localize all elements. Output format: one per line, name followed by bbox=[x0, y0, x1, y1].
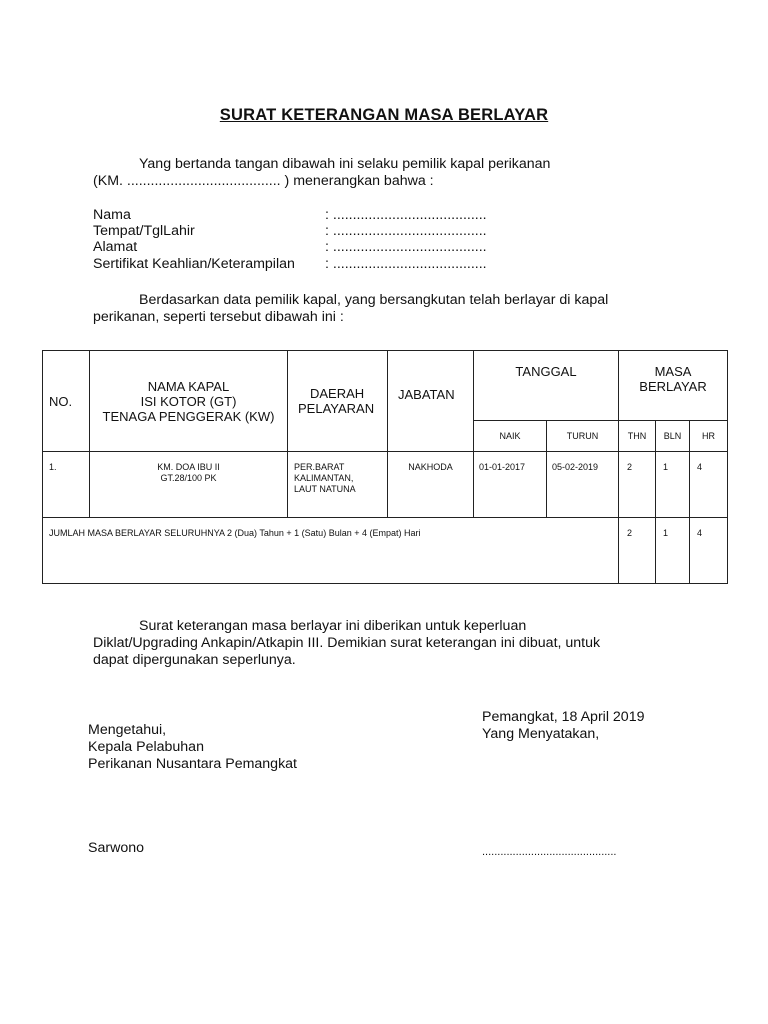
header-masa-line-2: BERLAYAR bbox=[639, 379, 707, 394]
document-title: SURAT KETERANGAN MASA BERLAYAR bbox=[219, 106, 549, 124]
left-signatory-name: Sarwono bbox=[88, 840, 144, 856]
header-nama-kapal-line-3: TENAGA PENGGERAK (KW) bbox=[102, 408, 275, 424]
table-header-row-1 bbox=[43, 351, 728, 421]
field-label-tempat-tgl-lahir: Tempat/TglLahir bbox=[93, 223, 195, 239]
second-paragraph bbox=[93, 292, 675, 326]
para3-line-2: Diklat/Upgrading Ankapin/Atkapin III. Demikian surat keterangan ini dibuat, untuk bbox=[93, 635, 601, 651]
header-turun: TURUN bbox=[547, 421, 619, 452]
signing-place-date: Pemangkat, 18 April 2019 bbox=[482, 709, 645, 725]
para3-line-1: Surat keterangan masa berlayar ini diberikan untuk keperluan bbox=[139, 618, 527, 634]
row-daerah bbox=[288, 452, 388, 518]
total-label: JUMLAH MASA BERLAYAR SELURUHNYA 2 (Dua) Tahun + 1 (Satu) Bulan + 4 (Empat) Hari bbox=[43, 518, 619, 584]
total-hr: 4 bbox=[690, 518, 728, 584]
row-thn: 2 bbox=[619, 452, 656, 518]
para3-line-3: dapat dipergunakan seperlunya. bbox=[93, 652, 296, 668]
sailing-record-table bbox=[42, 350, 728, 584]
header-nama-kapal bbox=[90, 351, 288, 452]
field-value-alamat: : ....................................... bbox=[325, 239, 487, 255]
para2-line-2: perikanan, seperti tersebut dibawah ini : bbox=[93, 309, 344, 325]
header-hr: HR bbox=[690, 421, 728, 452]
para2-line-1: Berdasarkan data pemilik kapal, yang bersangkutan telah berlayar di kapal bbox=[139, 292, 609, 308]
header-bln: BLN bbox=[656, 421, 690, 452]
total-thn: 2 bbox=[619, 518, 656, 584]
header-jabatan: JABATAN bbox=[388, 351, 474, 452]
row-daerah-line-1: PER.BARAT bbox=[294, 462, 345, 472]
header-thn: THN bbox=[619, 421, 656, 452]
header-masa-line-1: MASA bbox=[654, 364, 692, 379]
intro-line-2: (KM. ....................................... ) menerangkan bahwa : bbox=[93, 173, 434, 189]
right-signatory-dots: ............................................ bbox=[482, 846, 617, 858]
intro-line-1: Yang bertanda tangan dibawah ini selaku pemilik kapal perikanan bbox=[139, 156, 551, 172]
header-tanggal: TANGGAL bbox=[474, 351, 619, 421]
header-masa-berlayar bbox=[619, 351, 728, 421]
row-daerah-line-3: LAUT NATUNA bbox=[294, 484, 356, 494]
row-daerah-line-2: KALIMANTAN, bbox=[294, 473, 354, 483]
header-no: NO. bbox=[43, 351, 90, 452]
row-kapal-line-2: GT.28/100 PK bbox=[160, 473, 217, 483]
field-value-nama: : ....................................... bbox=[325, 207, 487, 223]
official-title-line-1: Kepala Pelabuhan bbox=[88, 739, 204, 755]
header-naik: NAIK bbox=[474, 421, 547, 452]
row-jabatan: NAKHODA bbox=[388, 452, 474, 518]
official-title-line-2: Perikanan Nusantara Pemangkat bbox=[88, 756, 297, 772]
row-no: 1. bbox=[43, 452, 90, 518]
field-value-tempat-tgl-lahir: : ....................................... bbox=[325, 223, 487, 239]
field-label-sertifikat: Sertifikat Keahlian/Keterampilan bbox=[93, 256, 295, 272]
row-naik: 01-01-2017 bbox=[474, 452, 547, 518]
header-daerah-pelayaran bbox=[288, 351, 388, 452]
header-daerah-line-1: DAERAH bbox=[310, 386, 365, 401]
header-nama-kapal-line-2: ISI KOTOR (GT) bbox=[140, 393, 237, 409]
field-value-sertifikat: : ....................................... bbox=[325, 256, 487, 272]
acknowledgement-label: Mengetahui, bbox=[88, 722, 167, 738]
total-bln: 1 bbox=[656, 518, 690, 584]
row-hr: 4 bbox=[690, 452, 728, 518]
field-label-alamat: Alamat bbox=[93, 239, 138, 255]
field-label-nama: Nama bbox=[93, 207, 131, 223]
header-nama-kapal-line-1: NAMA KAPAL bbox=[147, 378, 230, 394]
row-nama-kapal bbox=[90, 452, 288, 518]
closing-paragraph bbox=[93, 618, 675, 669]
row-bln: 1 bbox=[656, 452, 690, 518]
right-signature-block bbox=[482, 709, 644, 743]
table-total-row bbox=[43, 518, 728, 584]
intro-paragraph bbox=[93, 156, 675, 190]
row-turun: 05-02-2019 bbox=[547, 452, 619, 518]
declarer-label: Yang Menyatakan, bbox=[482, 726, 600, 742]
header-daerah-line-2: PELAYARAN bbox=[298, 401, 375, 416]
row-kapal-line-1: KM. DOA IBU II bbox=[157, 462, 220, 472]
table-row bbox=[43, 452, 728, 518]
left-signature-block bbox=[88, 722, 297, 773]
